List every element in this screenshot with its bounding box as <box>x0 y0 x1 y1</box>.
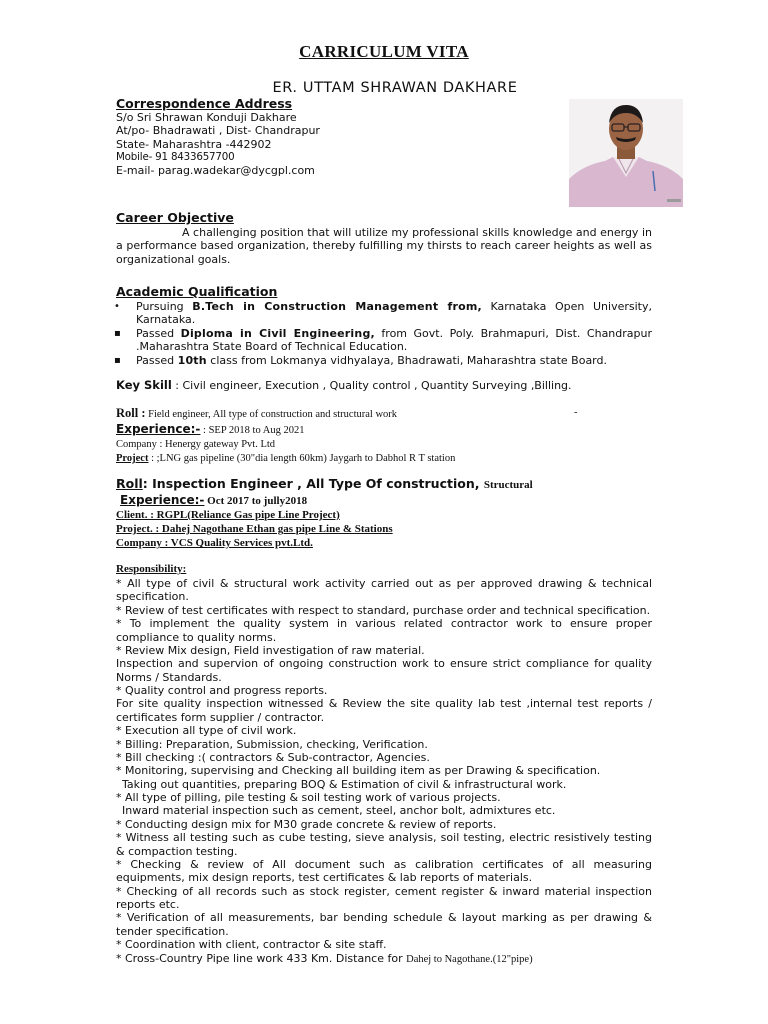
roll-label: Roll : <box>116 406 146 420</box>
responsibility-item <box>116 644 652 657</box>
qualification-post: from Govt. Poly. Brahmapuri, Dist. Chandrapur .Maharashtra State Board of Technical Education. <box>136 326 652 354</box>
responsibility-item <box>116 818 652 831</box>
bullet-icon: ▪ <box>114 327 121 339</box>
responsibility-text: * Conducting design mix for M30 grade concrete & review of reports. <box>116 817 497 831</box>
company-text: Henergy gateway Pvt. Ltd <box>162 439 276 450</box>
project-text: : ;LNG gas pipeline (30"dia length 60km) Jaygarh to Dabhol R T station <box>148 453 456 464</box>
qualification-bold: 10th <box>177 353 207 367</box>
key-skill-label: Key Skill <box>116 378 172 392</box>
role-1-project <box>116 452 652 466</box>
role-2-experience <box>120 493 652 508</box>
experience-label: Experience:- <box>116 422 201 436</box>
responsibility-text: Inspection and supervion of ongoing construction work to ensure strict compliance for quality Norms / Standards. <box>116 657 652 684</box>
responsibility-text: * Quality control and progress reports. <box>116 684 328 697</box>
academic-qualification-section <box>116 285 652 367</box>
role-2-project: Project. : Dahej Nagothane Ethan gas pipe Line & Stations <box>116 523 393 536</box>
candidate-name: ER. UTTAM SHRAWAN DAKHARE <box>272 80 518 96</box>
responsibility-item <box>116 938 652 951</box>
qualification-item <box>116 300 652 327</box>
responsibility-item <box>116 738 652 751</box>
career-objective-section <box>116 211 652 266</box>
responsibility-text: Inward material inspection such as cement, steel, anchor bolt, admixtures etc. <box>122 804 556 818</box>
role-1-experience <box>116 422 652 438</box>
responsibility-text: * Coordination with client, contractor & site staff. <box>116 938 387 952</box>
responsibility-item <box>116 577 652 604</box>
project-label: Project <box>116 453 149 464</box>
qualification-bold: Diploma in Civil Engineering, <box>180 326 375 340</box>
responsibility-item <box>116 911 652 938</box>
responsibility-item <box>116 764 652 777</box>
bullet-icon: • <box>114 301 120 312</box>
role-2-roll <box>116 476 652 493</box>
role-1-company <box>116 438 652 452</box>
correspondence-section <box>116 97 652 177</box>
responsibility-text: * Monitoring, supervising and Checking all building item as per Drawing & specification. <box>116 764 601 778</box>
company-label: Company : <box>116 439 163 450</box>
responsibility-text: * All type of pilling, pile testing & soil testing work of various projects. <box>116 791 501 804</box>
qualification-post: class from Lokmanya vidhyalaya, Bhadrawati, Maharashtra state Board. <box>206 353 607 367</box>
role-2-client: Client. : RGPL(Reliance Gas pipe Line Project) <box>116 509 340 521</box>
role-2-company: Company : VCS Quality Services pvt.Ltd. <box>116 537 313 550</box>
responsibility-heading: Responsibility: <box>116 563 187 575</box>
document-title: CARRICULUM VITA <box>299 42 469 61</box>
qualification-pre: Passed <box>136 326 181 340</box>
responsibility-item <box>116 724 652 737</box>
address-line: S/o Sri Shrawan Konduji Dakhare <box>116 111 297 124</box>
responsibility-item <box>116 617 652 644</box>
roll-label: Roll <box>116 476 143 491</box>
role-1-section <box>116 406 652 466</box>
experience-text: Oct 2017 to jully2018 <box>204 495 308 507</box>
responsibility-item <box>116 804 652 817</box>
key-skill-text: : Civil engineer, Execution , Quality control , Quantity Surveying ,Billing. <box>171 379 572 392</box>
responsibility-item <box>116 697 652 724</box>
responsibility-item <box>116 791 652 804</box>
responsibility-text: * Bill checking :( contractors & Sub-contractor, Agencies. <box>116 750 430 764</box>
responsibility-item <box>116 778 652 791</box>
career-objective-heading: Career Objective <box>116 210 234 225</box>
responsibility-item <box>116 684 652 697</box>
responsibility-tail: Dahej to Nagothane.(12"pipe) <box>406 953 533 965</box>
responsibility-text: * Review Mix design, Field investigation of raw material. <box>116 643 425 657</box>
roll-text: Field engineer, All type of construction and structural work <box>145 409 398 420</box>
experience-text: : SEP 2018 to Aug 2021 <box>200 425 305 436</box>
responsibility-text: * Witness all testing such as cube testing, sieve analysis, soil testing, electric resistively testing & compaction testing. <box>116 831 652 858</box>
responsibility-text: * Review of test certificates with respect to standard, purchase order and technical specification. <box>116 603 651 617</box>
address-line: At/po- Bhadrawati , Dist- Chandrapur <box>116 124 320 138</box>
responsibility-section <box>116 562 652 966</box>
responsibility-text: * Checking & review of All document such as calibration certificates of all measuring equipments, mix design reports, test certificates & lab reports of materials. <box>116 857 652 885</box>
email-address: E-mail- parag.wadekar@dycgpl.com <box>116 164 315 178</box>
address-line: State- Maharashtra -442902 <box>116 137 272 151</box>
responsibility-item <box>116 657 652 684</box>
responsibility-text: * Verification of all measurements, bar bending schedule & layout marking as per drawing & tender specification. <box>116 911 652 938</box>
qualification-bold: B.Tech in Construction Management from, <box>192 300 482 313</box>
qualification-pre: Pursuing <box>136 300 193 313</box>
responsibility-text: * Execution all type of civil work. <box>116 724 297 738</box>
correspondence-heading: Correspondence Address <box>116 96 293 111</box>
responsibility-item <box>116 604 652 617</box>
key-skill-line <box>116 378 652 392</box>
qualification-item <box>116 327 652 354</box>
responsibility-list <box>116 577 652 966</box>
qualification-list <box>116 300 652 367</box>
responsibility-text: * Checking of all records such as stock register, cement register & inward material inspection reports etc. <box>116 884 652 911</box>
qualification-pre: Passed <box>136 353 178 367</box>
responsibility-item <box>116 952 652 966</box>
mobile-number: Mobile- 91 8433657700 <box>116 150 235 163</box>
responsibility-text: * To implement the quality system in various related contractor work to ensure proper compliance to quality norms. <box>116 617 652 644</box>
bullet-icon: ▪ <box>114 354 121 366</box>
responsibility-text: * Cross-Country Pipe line work 433 Km. Distance for <box>116 951 407 965</box>
academic-qualification-heading: Academic Qualification <box>116 284 278 299</box>
responsibility-item <box>116 885 652 912</box>
responsibility-item <box>116 831 652 858</box>
qualification-post: Karnataka Open University, Karnataka. <box>136 300 652 327</box>
responsibility-text: * Billing: Preparation, Submission, checking, Verification. <box>116 737 428 751</box>
role-2-section <box>116 476 652 551</box>
role-1-roll: Roll : Field engineer, All type of construction and structural work - <box>116 406 578 420</box>
roll-text: : Inspection Engineer , All Type Of construction, <box>142 476 484 491</box>
responsibility-item <box>116 858 652 885</box>
responsibility-text: For site quality inspection witnessed & Review the site quality lab test ,internal test reports / certificates form supplier / contractor. <box>116 697 652 724</box>
experience-label: Experience:- <box>120 493 205 507</box>
career-objective-text: A challenging position that will utilize my professional skills knowledge and energy in a performance based organization, thereby fulfilling my thirsts to reach career heights as well as organizational goals. <box>116 226 652 266</box>
responsibility-item <box>116 751 652 764</box>
responsibility-text: * All type of civil & structural work activity carried out as per approved drawing & technical specification. <box>116 577 652 604</box>
roll-tail: Structural <box>483 479 533 491</box>
qualification-item <box>116 354 652 367</box>
responsibility-text: Taking out quantities, preparing BOQ & Estimation of civil & infrastructural work. <box>122 777 567 791</box>
